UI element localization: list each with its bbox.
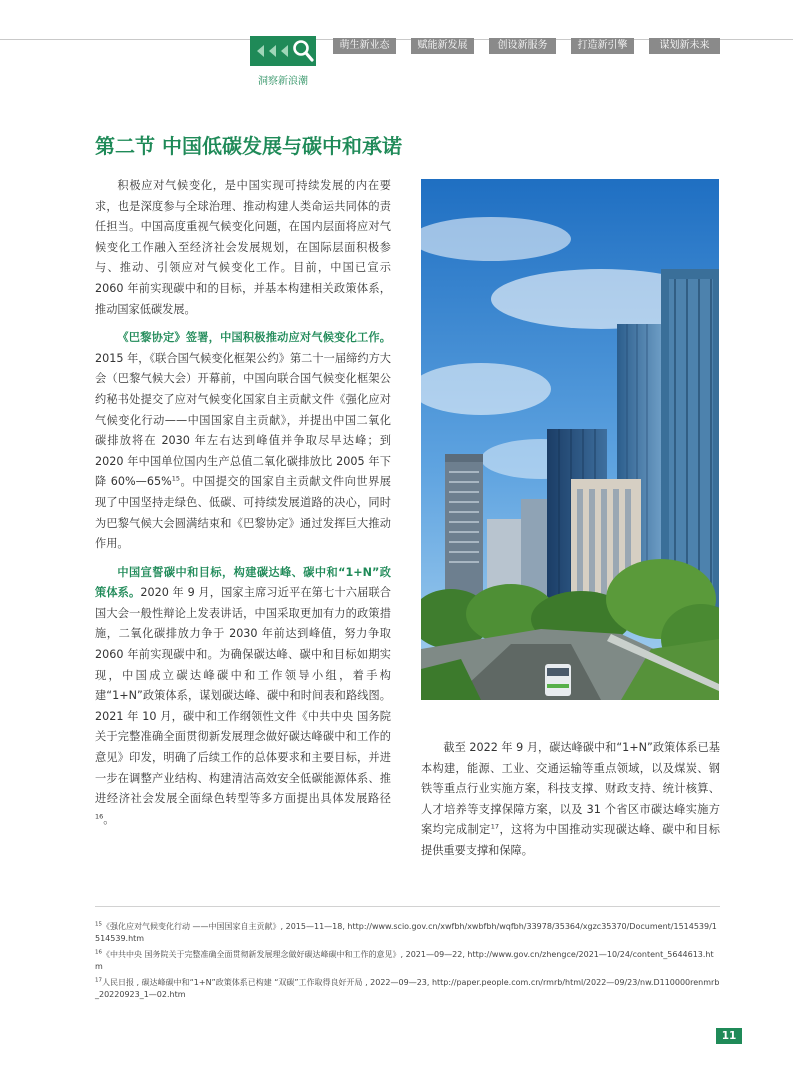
paragraph-carbon-neutrality bbox=[95, 563, 391, 831]
paragraph-lead: 《巴黎协定》签署，中国积极推动应对气候变化工作。 bbox=[117, 331, 391, 345]
footnote-number: 16 bbox=[95, 949, 102, 956]
tab-build-engine[interactable]: 打造新引擎 bbox=[571, 38, 634, 54]
tab-plan-future[interactable]: 谋划新未来 bbox=[649, 38, 720, 54]
footnote-text[interactable]: 《强化应对气候变化行动 ——中国国家自主贡献》, 2015—11—18, http://www.scio.gov.cn/xwfbh/xwbfbh/wqfbh/33978/35364/xgzc35370/Document/1514539/1514539.htm bbox=[95, 922, 717, 944]
footnote-ref[interactable]: 16 bbox=[95, 812, 104, 821]
paragraph-text: 截至 2022 年 9 月，碳达峰碳中和“1+N”政策体系已基本构建，能源、工业、交通运输等重点领域，以及煤炭、钢铁等重点行业实施方案，科技支撑、财政支持、统计核算、人才培养等支撑保障方案，以及 31 个省区市碳达峰实施方案均完成制定 bbox=[421, 741, 720, 837]
city-skyline-photo bbox=[421, 179, 719, 700]
magnifier-icon bbox=[292, 39, 314, 63]
tab-emerging-formats[interactable]: 萌生新业态 bbox=[333, 38, 396, 54]
footnote-text[interactable]: 人民日报 , 碳达峰碳中和“1+N”政策体系已构建 “双碳”工作取得良好开局 , 2022—09—23, http://paper.people.com.cn/rmrb/html/2022—09/23/nw.D110000renmrb_20220923_1—02.htm bbox=[95, 978, 720, 1000]
footnote-number: 15 bbox=[95, 921, 102, 928]
right-column bbox=[421, 738, 720, 862]
left-column bbox=[95, 176, 391, 830]
paragraph-text: 。中国提交的国家自主贡献文件向世界展现了中国坚持走绿色、低碳、可持续发展道路的决心，同时为巴黎气候大会圆满结束和《巴黎协定》通过发挥巨大推动作用。 bbox=[95, 475, 391, 551]
paragraph-paris-agreement bbox=[95, 328, 391, 555]
footnote-ref[interactable]: 17 bbox=[490, 822, 500, 831]
triple-chevron-icon bbox=[254, 43, 294, 59]
footnote-rule bbox=[95, 906, 720, 907]
paragraph-lead: 中国宣誓碳中和目标，构建碳达峰、碳中和“1+N”政策体系。 bbox=[95, 565, 391, 600]
section-logo bbox=[250, 36, 316, 66]
paragraph-text: 2015 年，《联合国气候变化框架公约》第二十一届缔约方大会（巴黎气候大会）开幕前，中国向联合国气候变化框架公约秘书处提交了应对气候变化国家自主贡献文件《强化应对气候变化行动——中国国家自主贡献》，并提出中国二氧化碳排放将在 2030 年左右达到峰值并争取尽早达峰；到 2020 年中国单位国内生产总值二氧化碳排放比 2005 年下降 60%—65% bbox=[95, 351, 391, 489]
footnote-item bbox=[95, 949, 720, 974]
footnote-text[interactable]: 《中共中央 国务院关于完整准确全面贯彻新发展理念做好碳达峰碳中和工作的意见》, 2021—09—22, http://www.gov.cn/zhengce/2021—10/24/content_5644613.htm bbox=[95, 950, 714, 972]
section-title: 第二节 中国低碳发展与碳中和承诺 bbox=[95, 134, 402, 158]
paragraph-policy-status bbox=[421, 738, 720, 862]
tab-create-services[interactable]: 创设新服务 bbox=[489, 38, 556, 54]
paragraph-text: 2020 年 9 月，国家主席习近平在第七十六届联合国大会一般性辩论上发表讲话，中国采取更加有力的政策措施，二氧化碳排放力争于 2030 年前达到峰值，努力争取 2060 年前实现碳中和。为确保碳达峰、碳中和目标如期实现，中国成立碳达峰碳中和工作领导小组，着手构建“1+N”政策体系，谋划碳达峰、碳中和时间表和路线图。2021 年 10 月，碳中和工作纲领性文件《中共中央 国务院关于完整准确全面贯彻新发展理念做好碳达峰碳中和工作的意见》印发，明确了后续工作的总体要求和主要目标，并进一步在调整产业结构、构建清洁高效安全低碳能源体系、推进经济社会发展全面绿色转型等多方面提出具体发展路径 bbox=[95, 586, 391, 806]
page-number: 11 bbox=[716, 1028, 742, 1044]
paragraph-text: 。 bbox=[103, 812, 115, 826]
tab-empower-development[interactable]: 赋能新发展 bbox=[411, 38, 474, 54]
paragraph-text: ，这将为中国推动实现碳达峰、碳中和目标提供重要支撑和保障。 bbox=[421, 823, 720, 857]
skyline-illustration bbox=[421, 179, 719, 700]
paragraph-intro: 积极应对气候变化，是中国实现可持续发展的内在要求，也是深度参与全球治理、推动构建人类命运共同体的责任担当。中国高度重视气候变化问题，在国内层面将应对气候变化工作融入至经济社会发展规划，在国际层面积极参与、推动、引领应对气候变化工作。目前，中国已宣示 2060 年前实现碳中和的目标，并基本构建相关政策体系，推动国家低碳发展。 bbox=[95, 179, 391, 316]
logo-caption: 洞察新浪潮 bbox=[258, 76, 308, 87]
footnote-ref[interactable]: 15 bbox=[171, 474, 181, 483]
footnote-item bbox=[95, 977, 720, 1002]
footnote-item bbox=[95, 921, 720, 946]
footnotes bbox=[95, 921, 720, 1005]
footnote-number: 17 bbox=[95, 977, 102, 984]
